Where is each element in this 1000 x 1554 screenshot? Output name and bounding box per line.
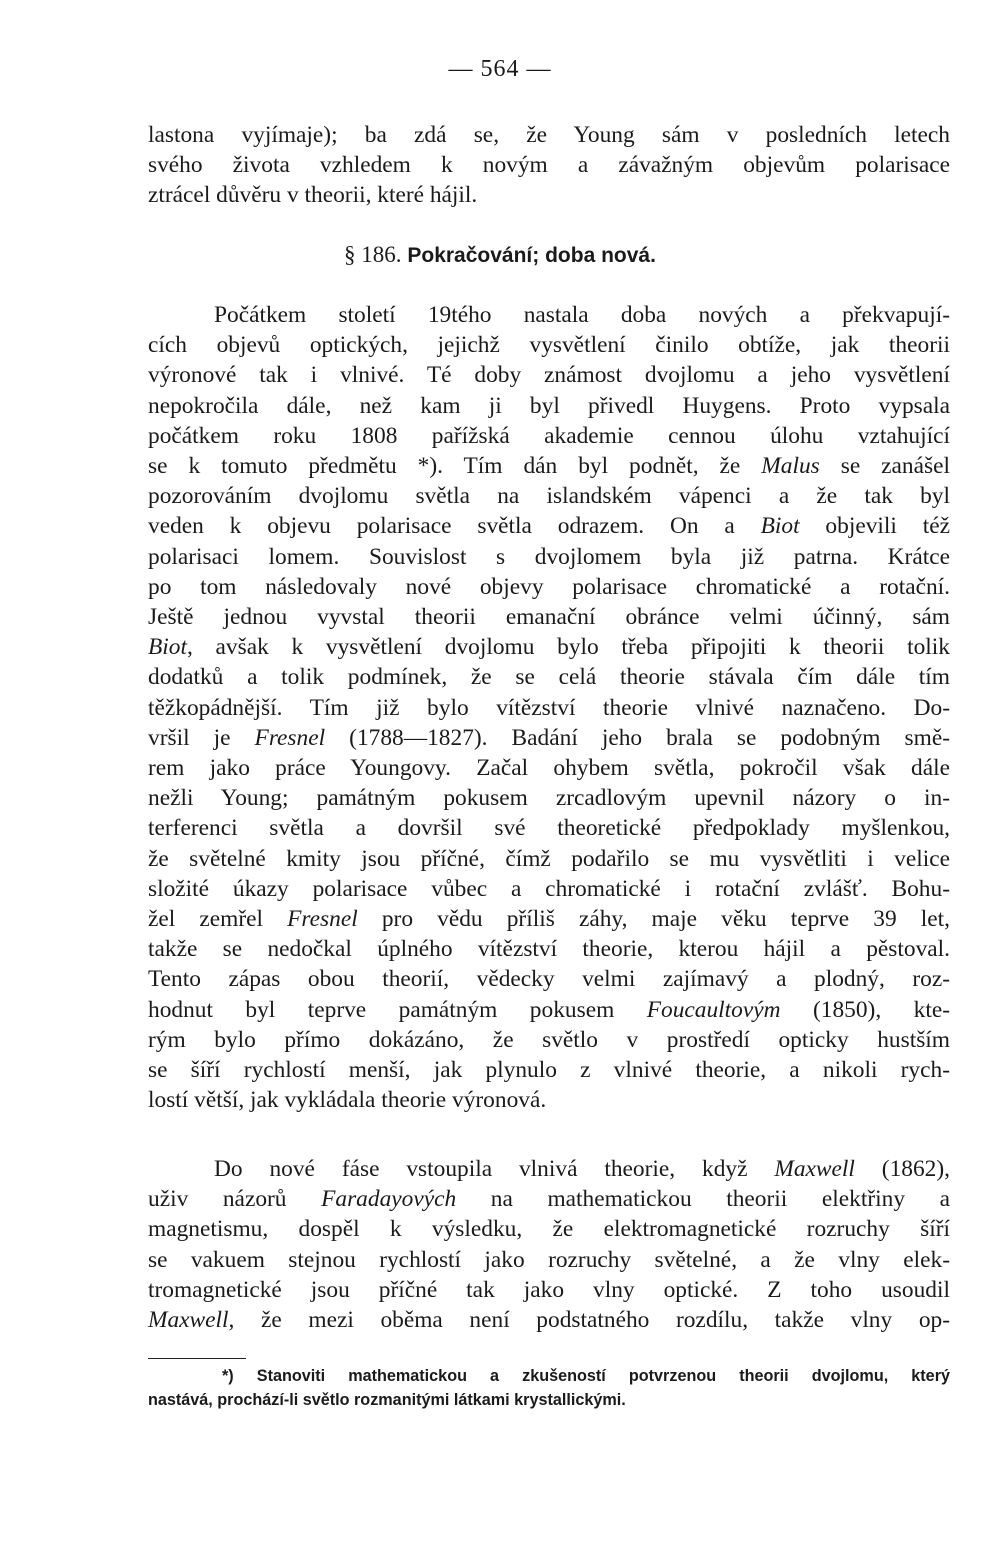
page-number: — 564 — (448, 56, 552, 82)
text-line: hodnut byl teprve památným pokusem Foucaultovým (1850), kte- (148, 996, 950, 1023)
text-line: takže se nedočkal úplného vítězství theorie, kterou hájil a pěstoval. (148, 936, 950, 963)
text-line: těžkopádnější. Tím již bylo vítězství theorie vlnivé naznačeno. Do- (148, 694, 950, 721)
section-symbol: § 186. (344, 242, 402, 267)
text-line: cích objevů optických, jejichž vysvětlení činilo obtíže, jak theorii (148, 332, 950, 359)
text-line: počátkem roku 1808 pařížská akademie cennou úlohu vztahující (148, 422, 950, 449)
text-line: Do nové fáse vstoupila vlnivá theorie, když Maxwell (1862), (214, 1156, 950, 1182)
text-line: žel zemřel Fresnel pro vědu příliš záhy, maje věku teprve 39 let, (148, 906, 951, 933)
text-line: lastona vyjímaje); ba zdá se, že Young sám v posledních letech (148, 122, 950, 148)
paragraph-1 (148, 300, 950, 1115)
footnote (148, 1364, 950, 1412)
text-line: polarisaci lomem. Souvislost s dvojlomem byla již patrna. Krátce (148, 543, 950, 570)
text-line: nepokročila dále, než kam ji byl přivedl Huygens. Proto vypsala (148, 392, 950, 419)
text-line: výronové tak i vlnivé. Té doby známost dvojlomu a jeho vysvětlení (148, 362, 950, 389)
text-line: složité úkazy polarisace vůbec a chromatické i rotační zvlášť. Bohu- (148, 875, 950, 902)
text-line: Maxwell, že mezi oběma není podstatného rozdílu, takže vlny op- (148, 1307, 950, 1334)
section-title: Pokračování; doba nová. (407, 244, 656, 267)
text-line: uživ názorů Faradayových na mathematickou theorii elektřiny a (148, 1186, 950, 1213)
section-heading (0, 242, 1000, 268)
text-line: se k tomuto předmětu *). Tím dán byl podnět, že Malus se zanášel (148, 453, 950, 480)
text-line: tromagnetické jsou příčné tak jako vlny optické. Z toho usoudil (148, 1276, 950, 1303)
text-line: ztrácel důvěru v theorii, které hájil. (148, 182, 478, 209)
text-line: lostí větší, jak vykládala theorie výronová. (148, 1087, 547, 1114)
footnote-line: *) Stanoviti mathematickou a zkušeností potvrzenou theorii dvojlomu, který (222, 1367, 950, 1385)
text-line: pozorováním dvojlomu světla na islandském vápenci a že tak byl (148, 483, 950, 510)
text-line: terferenci světla a dovršil své theoretické předpoklady myšlenkou, (148, 815, 950, 842)
text-line: že světelné kmity jsou příčné, čímž podařilo se mu vysvětliti i velice (148, 845, 950, 872)
text-line: Ještě jednou vyvstal theorii emanační obránce velmi účinný, sám (148, 604, 950, 631)
text-line: Biot, avšak k vysvětlení dvojlomu bylo třeba připojiti k theorii tolik (148, 634, 950, 661)
top-paragraph (148, 120, 950, 211)
text-line: Počátkem století 19tého nastala doba nových a překvapují- (214, 302, 950, 328)
footnote-line: nastává, prochází-li světlo rozmanitými látkami krystallickými. (148, 1391, 626, 1409)
text-line: se vakuem stejnou rychlostí jako rozruchy světelné, a že vlny elek- (148, 1246, 950, 1273)
text-line: rem jako práce Youngovy. Začal ohybem světla, pokročil však dále (148, 755, 950, 782)
text-line: se šíří rychlostí menší, jak plynulo z vlnivé theorie, a nikoli rych- (148, 1057, 950, 1084)
text-line: veden k objevu polarisace světla odrazem. On a Biot objevili též (148, 513, 950, 540)
paragraph-2 (148, 1154, 950, 1335)
text-line: Tento zápas obou theorií, vědecky velmi zajímavý a plodný, roz- (148, 966, 950, 993)
text-line: vršil je Fresnel (1788—1827). Badání jeho brala se podobným smě- (148, 724, 950, 751)
text-line: po tom následovaly nové objevy polarisace chromatické a rotační. (148, 573, 950, 600)
text-line: rým bylo přímo dokázáno, že světlo v prostředí opticky hustším (148, 1026, 950, 1053)
text-line: dodatků a tolik podmínek, že se celá theorie stávala čím dále tím (148, 664, 950, 691)
footnote-divider (148, 1358, 246, 1359)
text-line: svého života vzhledem k novým a závažným objevům polarisace (148, 152, 950, 179)
text-line: magnetismu, dospěl k výsledku, že elektromagnetické rozruchy šíří (148, 1216, 950, 1243)
text-line: nežli Young; památným pokusem zrcadlovým upevnil názory o in- (148, 785, 950, 812)
